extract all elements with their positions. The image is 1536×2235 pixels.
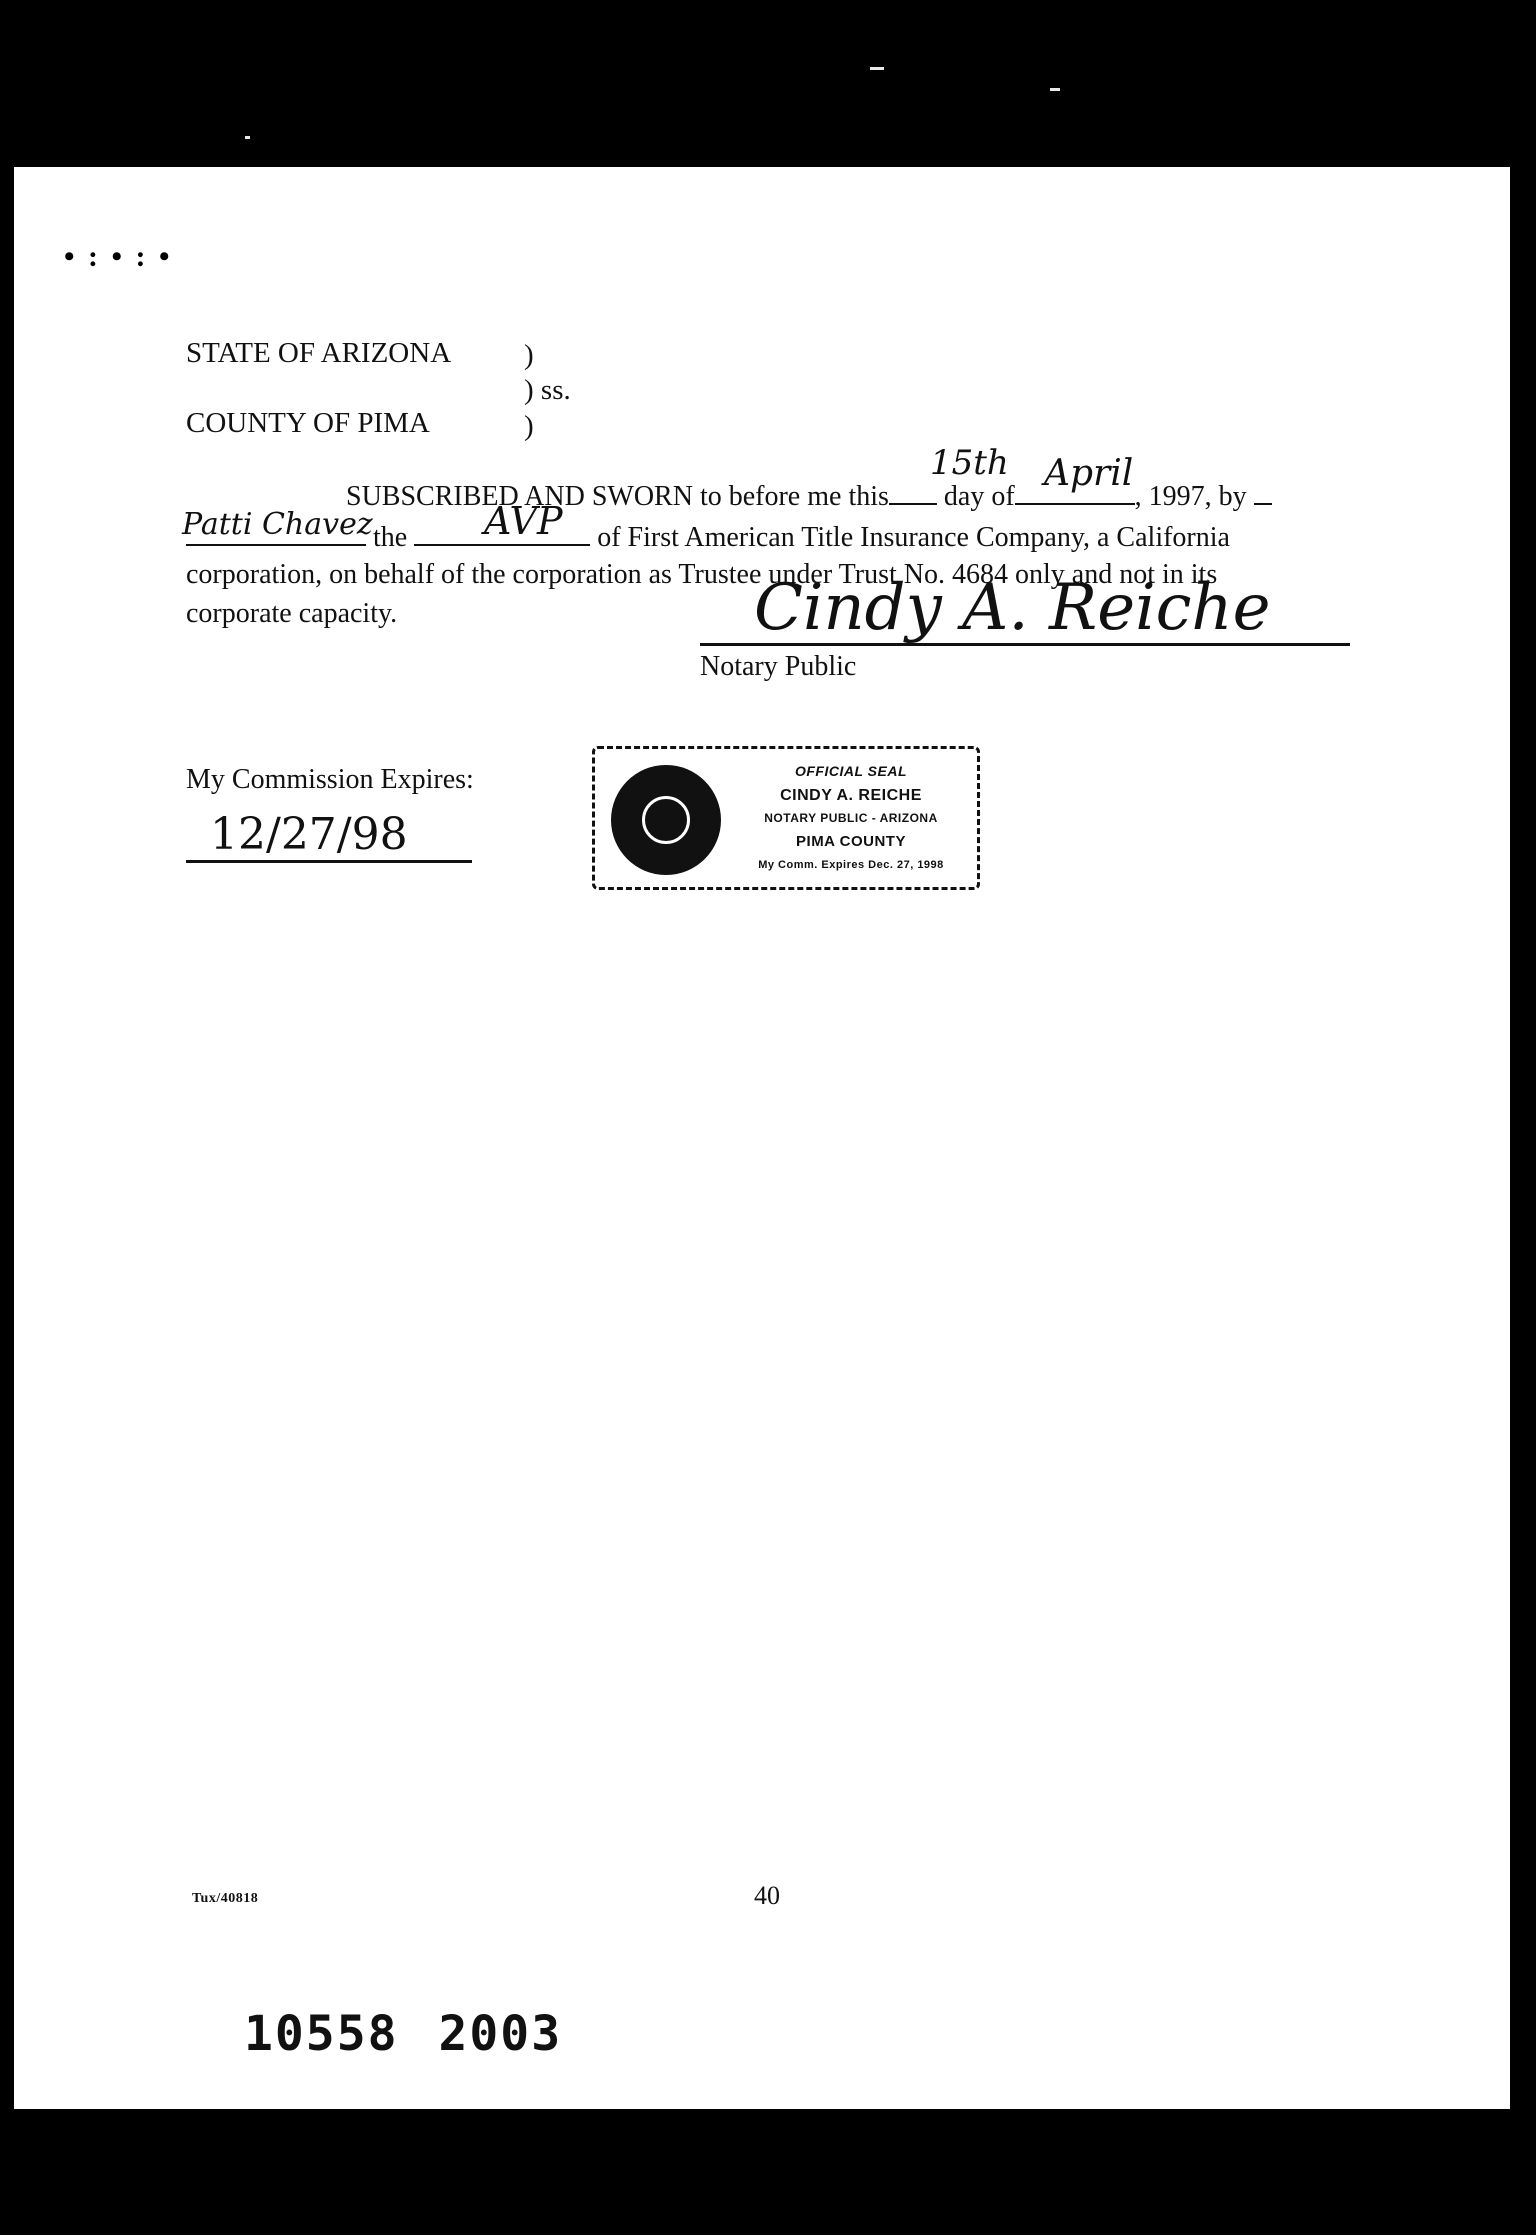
state-label: STATE OF ARIZONA (186, 337, 452, 369)
venue-paren-top: ) (524, 339, 534, 371)
commission-expires-label: My Commission Expires: (186, 764, 474, 795)
venue-paren-bottom: ) (524, 410, 534, 442)
day-of-label: day of (943, 481, 1015, 512)
commission-date-line (186, 860, 472, 863)
seal-line-1: OFFICIAL SEAL (794, 763, 908, 779)
punch-marks: • : • : • (64, 240, 173, 273)
notary-signature-line (700, 643, 1350, 646)
venue-paren-ss: ) ss. (524, 374, 571, 406)
document-page (14, 167, 1510, 2109)
seal-line-5: My Comm. Expires Dec. 27, 1998 (758, 859, 944, 871)
seal-line-4: PIMA COUNTY (796, 833, 906, 850)
notary-public-label: Notary Public (700, 651, 857, 682)
recording-book: 10558 (244, 2006, 399, 2062)
scan-speck (1050, 88, 1060, 91)
handwritten-month: April (1044, 453, 1134, 494)
page-number: 40 (754, 1881, 780, 1910)
the-label: the (373, 522, 408, 553)
scan-speck (245, 136, 250, 139)
recording-page: 2003 (438, 2006, 563, 2062)
handwritten-title: AVP (484, 499, 563, 543)
seal-line-3: NOTARY PUBLIC - ARIZONA (764, 811, 938, 825)
state-seal-emblem (611, 765, 721, 875)
sworn-statement: SUBSCRIBED AND SWORN to before me this (346, 481, 889, 512)
notary-seal-stamp (592, 746, 980, 890)
affidavit-line-3: corporation, on behalf of the corporation as Trustee under Trust No. 4684 only and not in its (186, 559, 1218, 590)
notary-signature: Cindy A. Reiche (754, 571, 1271, 645)
handwritten-day: 15th (930, 443, 1009, 483)
county-label: COUNTY OF PIMA (186, 407, 430, 439)
handwritten-signer: Patti Chavez (182, 507, 373, 542)
commission-date: 12/27/98 (210, 809, 408, 860)
seal-line-2: CINDY A. REICHE (780, 787, 922, 804)
document-code: Tux/40818 (192, 1891, 259, 1906)
scan-speck (870, 67, 884, 70)
recording-stamp (244, 2006, 562, 2062)
company-text: of First American Title Insurance Company, a California (597, 522, 1230, 553)
by-blank (1254, 479, 1272, 505)
year-by-label: , 1997, by (1134, 481, 1247, 512)
affidavit-line-4: corporate capacity. (186, 598, 398, 629)
